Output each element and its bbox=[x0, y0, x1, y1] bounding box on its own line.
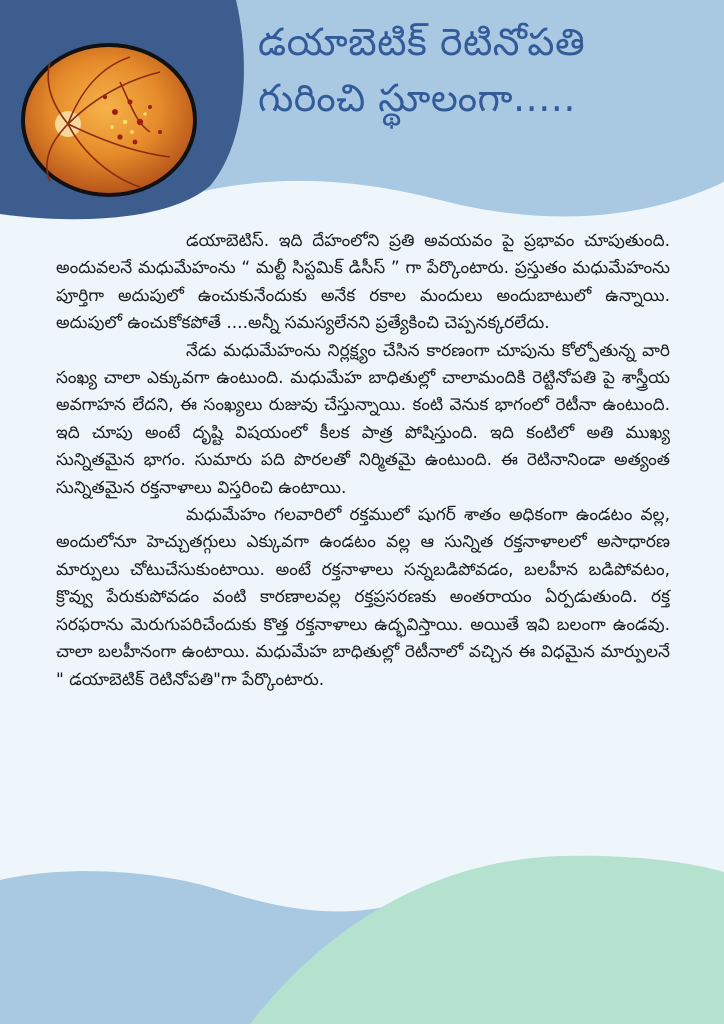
paragraph-2: నేడు మధుమేహంను నిర్లక్ష్యం చేసిన కారణంగా చూపును కోల్పోతున్న వారి సంఖ్య చాలా ఎక్కువగా ఉంటుంది. మధుమేహ బాధితుల్లో చాలామందికి రెట్టినోపతి పై శాస్త్రీయ అవగాహన లేదని, ఈ సంఖ్యలు రుజువు చేస్తున్నాయి. కంటి వెనుక భాగంలో రెటీనా ఉంటుంది. ఇది చూపు అంటే దృష్టి విషయంలో కీలక పాత్ర పోషిస్తుంది. ఇది కంటిలో అతి ముఖ్య సున్నితమైన భాగం. సుమారు పది పొరలతో నిర్మితమై ఉంటుంది. ఈ రెటినానిండా అత్యంత సున్నితమైన రక్తనాళాలు విస్తరించి ఉంటాయి. bbox=[56, 340, 670, 498]
paragraph-1: డయాబెటిస్. ఇది దేహంలోని ప్రతి అవయవం పై ప్రభావం చూపుతుంది. అందువలనే మధుమేహంను “ మల్టీ సిస్టమిక్ డిసీస్ ” గా పేర్కొంటారు. ప్రస్తుతం మధుమేహంను పూర్తిగా అదుపులో ఉంచుకునేందుకు అనేక రకాల మందులు అందుబాటులో ఉన్నాయి. అదుపులో ఉంచుకోకపోతే ....అన్నీ సమస్యలేనని ప్రత్యేకించి చెప్పనక్కరలేదు. bbox=[56, 231, 670, 334]
article-body bbox=[56, 228, 670, 694]
paragraph-3: మధుమేహం గలవారిలో రక్తములో షుగర్ శాతం అధికంగా ఉండటం వల్ల, అందులోనూ హెచ్చుతగ్గులు ఎక్కువగా ఉండటం వల్ల ఆ సున్నిత రక్తనాళాలలో అసాధారణ మార్పులు చోటుచేసుకుంటాయి. అంటే రక్తనాళాలు సన్నబడిపోవడం, బలహీన బడిపోవటం, క్రొవ్వు పేరుకుపోవడం వంటి కారణాలవల్ల రక్తప్రసరణకు అంతరాయం ఏర్పడుతుంది. రక్త సరఫరాను మెరుగుపరిచేందుకు కొత్త రక్తనాళాలు ఉద్భవిస్తాయి. అయితే ఇవి బలంగా ఉండవు. చాలా బలహీనంగా ఉంటాయి. మధుమేహ బాధితుల్లో రెటీనాలో వచ్చిన ఈ విధమైన మార్పులనే " డయాబెటిక్ రెటినోపతి"గా పేర్కొంటారు. bbox=[56, 505, 670, 690]
retina-icon bbox=[20, 42, 198, 198]
title-line-2: గురించి స్థూలంగా..... bbox=[258, 76, 576, 120]
title-line-1: డయాబెటిక్ రెటినోపతి bbox=[258, 20, 586, 64]
page-title bbox=[258, 14, 718, 126]
